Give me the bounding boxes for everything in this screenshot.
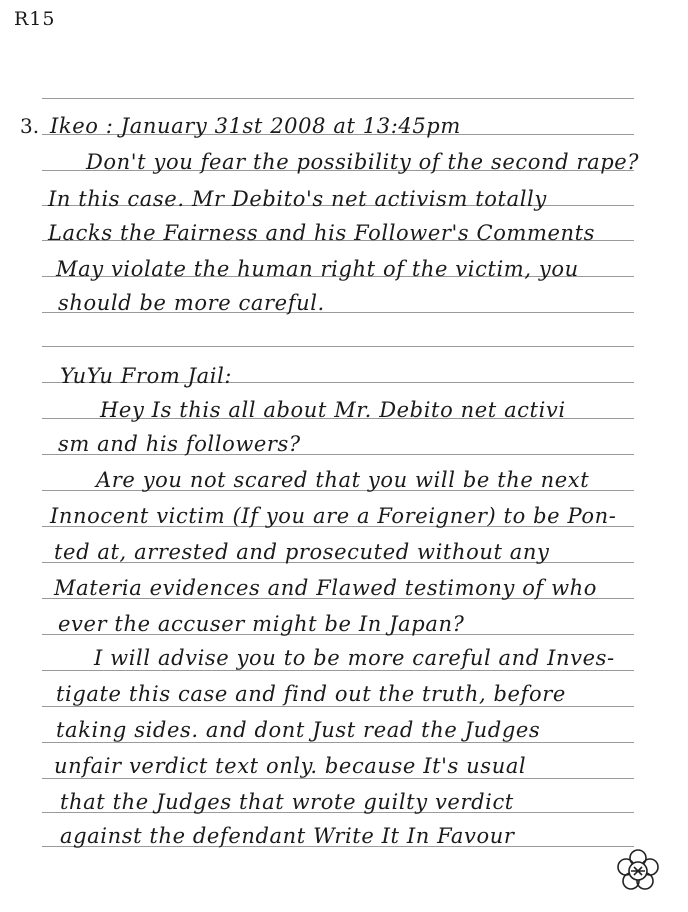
comment-header-yuyu: YuYu From Jail: [60, 364, 233, 388]
ruled-line [42, 778, 634, 779]
text-line: Innocent victim (If you are a Foreigner) to be Pon- [50, 504, 617, 528]
text-line: Lacks the Fairness and his Follower's Comments [48, 221, 596, 245]
text-line: sm and his followers? [58, 432, 301, 456]
text-line: that the Judges that wrote guilty verdict [60, 790, 514, 814]
text-line: ted at, arrested and prosecuted without any [54, 540, 550, 564]
text-line: Hey Is this all about Mr. Debito net activi [100, 398, 566, 422]
page-code: R15 [14, 8, 56, 30]
text-line: I will advise you to be more careful and Inves- [94, 646, 615, 670]
ruled-line [42, 346, 634, 347]
text-line: Materia evidences and Flawed testimony of who [54, 576, 598, 600]
ruled-line [42, 670, 634, 671]
ruled-line [42, 706, 634, 707]
entry-number: 3. [20, 114, 40, 138]
ruled-line [42, 98, 634, 99]
text-line: tigate this case and find out the truth, before [56, 682, 566, 706]
text-line: ever the accuser might be In Japan? [58, 612, 465, 636]
text-line: May violate the human right of the victim, you [56, 257, 579, 281]
text-line: unfair verdict text only. because It's usual [54, 754, 527, 778]
text-line: should be more careful. [58, 291, 325, 315]
ruled-line [42, 742, 634, 743]
text-line: taking sides. and dont Just read the Judges [56, 718, 541, 742]
comment-header-ikeo: Ikeo : January 31st 2008 at 13:45pm [50, 114, 461, 138]
text-line: In this case. Mr Debito's net activism totally [48, 187, 547, 211]
text-line: Don't you fear the possibility of the second rape? [86, 150, 640, 174]
text-line: against the defendant Write It In Favour [60, 824, 515, 848]
text-line: Are you not scared that you will be the next [96, 468, 590, 492]
cherry-blossom-stamp-icon [614, 846, 662, 894]
